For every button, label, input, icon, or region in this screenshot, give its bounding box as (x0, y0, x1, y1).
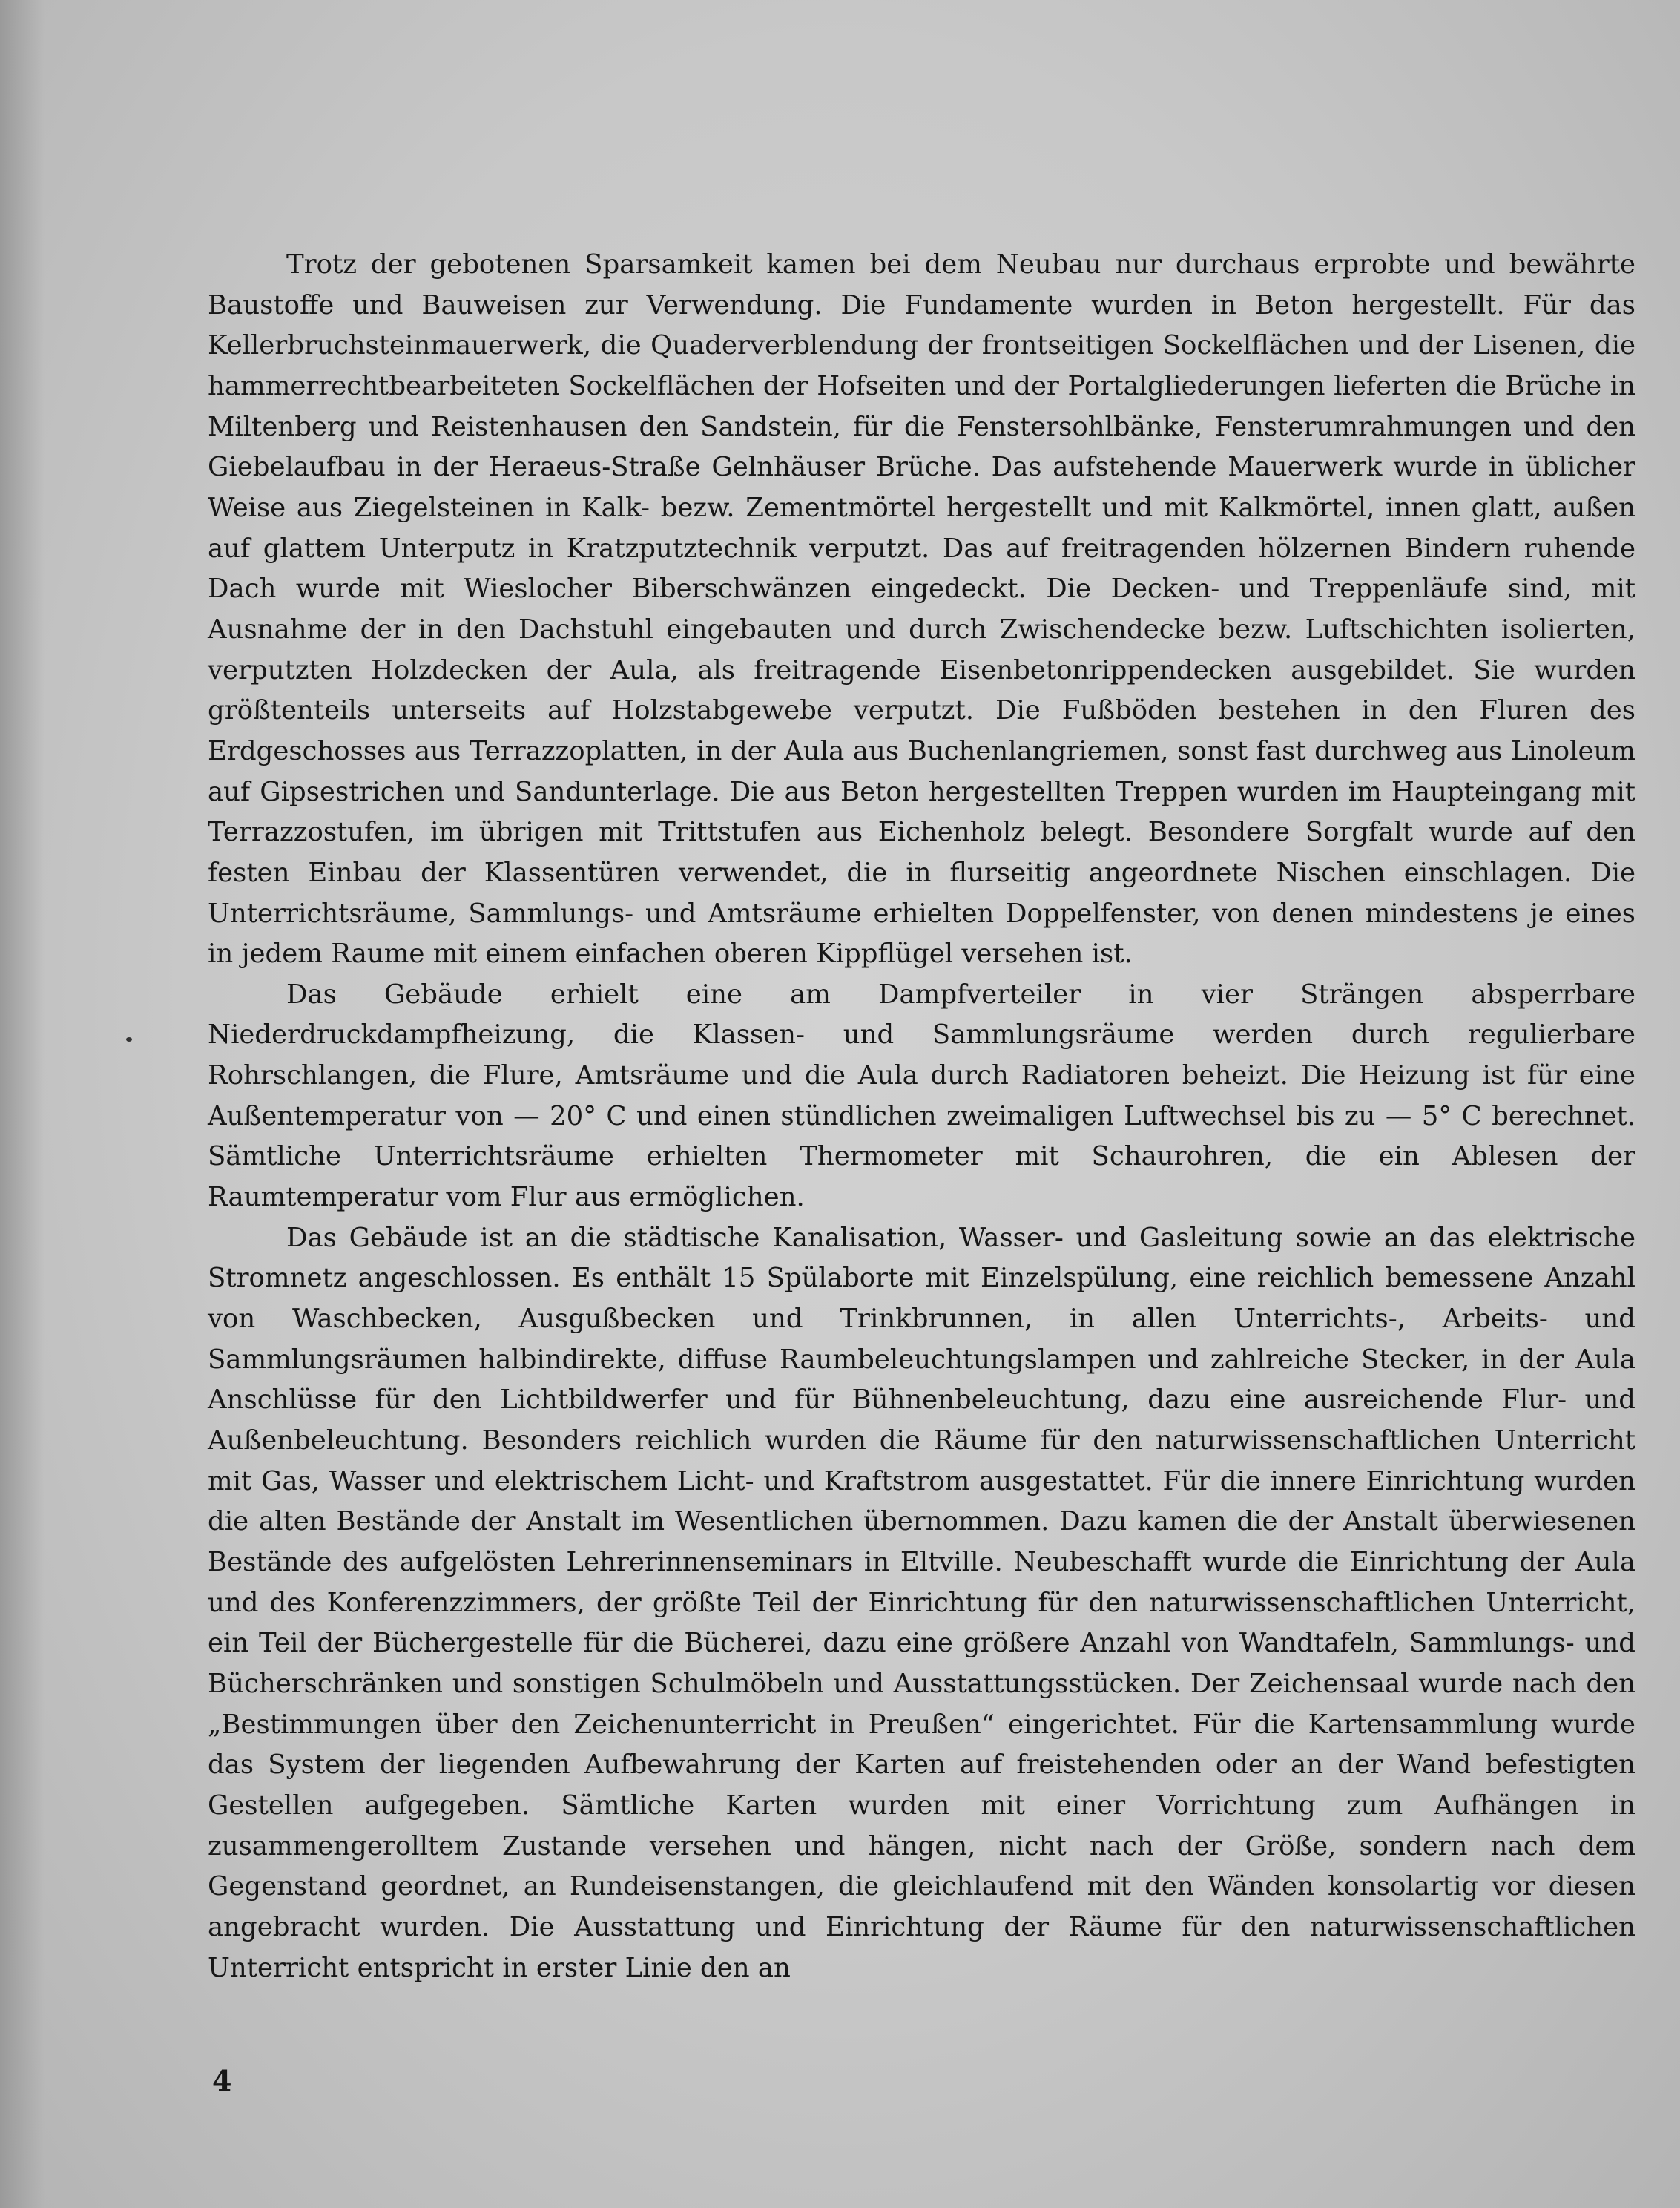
paragraph-building-materials: Trotz der gebotenen Sparsamkeit kamen bei dem Neubau nur durchaus erprobte und bewährte Baustoffe und Bauweisen zur Verwendung. Die Fundamente wurden in Beton hergestellt. Für das Kellerbruchsteinmauerwerk, die Quaderverblendung der frontseitigen Sockelflächen und der Lisenen, die hammerrechtbearbeiteten Sockelflächen der Hofseiten und der Portalgliederungen lieferten die Brüche in Miltenberg und Reistenhausen den Sandstein, für die Fenstersohlbänke, Fensterumrahmungen und den Giebelaufbau in der Heraeus-Straße Gelnhäuser Brüche. Das aufstehende Mauerwerk wurde in üblicher Weise aus Ziegelsteinen in Kalk- bezw. Zementmörtel hergestellt und mit Kalkmörtel, innen glatt, außen auf glattem Unterputz in Kratzputztechnik verputzt. Das auf freitragenden hölzernen Bindern ruhende Dach wurde mit Wieslocher Biberschwänzen eingedeckt. Die Decken- und Treppenläufe sind, mit Ausnahme der in den Dachstuhl eingebauten und durch Zwischendecke bezw. Luftschichten isolierten, verputzten Holzdecken der Aula, als freitragende Eisenbetonrippendecken ausgebildet. Sie wurden größtenteils unterseits auf Holzstabgewebe verputzt. Die Fußböden bestehen in den Fluren des Erdgeschosses aus Terrazzoplatten, in der Aula aus Buchenlangriemen, sonst fast durchweg aus Linoleum auf Gipsestrichen und Sandunterlage. Die aus Beton hergestellten Treppen wurden im Haupteingang mit Terrazzostufen, im übrigen mit Trittstufen aus Eichenholz belegt. Besondere Sorgfalt wurde auf den festen Einbau der Klassentüren verwendet, die in flurseitig angeordnete Nischen einschlagen. Die Unterrichtsräume, Sammlungs- und Amtsräume erhielten Doppelfenster, von denen mindestens je eines in jedem Raume mit einem einfachen oberen Kippflügel versehen ist. (208, 249, 1635, 970)
body-text (208, 245, 1635, 1988)
paragraph-heating: Das Gebäude erhielt eine am Dampfverteiler in vier Strängen absperrbare Niederdruckdampfheizung, die Klassen- und Sammlungsräume werden durch regulierbare Rohrschlangen, die Flure, Amtsräume und die Aula durch Radiatoren beheizt. Die Heizung ist für eine Außentemperatur von — 20° C und einen stündlichen zweimaligen Luftwechsel bis zu — 5° C berechnet. Sämtliche Unterrichtsräume erhielten Thermometer mit Schaurohren, die ein Ablesen der Raumtemperatur vom Flur aus ermöglichen. (208, 979, 1635, 1213)
page-number: 4 (212, 2064, 232, 2097)
paragraph-utilities-furnishing: Das Gebäude ist an die städtische Kanalisation, Wasser- und Gasleitung sowie an das elektrische Stromnetz angeschlossen. Es enthält 15 Spülaborte mit Einzelspülung, eine reichlich bemessene Anzahl von Waschbecken, Ausgußbecken und Trinkbrunnen, in allen Unterrichts-, Arbeits- und Sammlungsräumen halbindirekte, diffuse Raumbeleuchtungslampen und zahlreiche Stecker, in der Aula Anschlüsse für den Lichtbildwerfer und für Bühnenbeleuchtung, dazu eine ausreichende Flur- und Außenbeleuchtung. Besonders reichlich wurden die Räume für den naturwissenschaftlichen Unterricht mit Gas, Wasser und elektrischem Licht- und Kraftstrom ausgestattet. Für die innere Einrichtung wurden die alten Bestände der Anstalt im Wesentlichen übernommen. Dazu kamen die der Anstalt überwiesenen Bestände des aufgelösten Lehrerinnenseminars in Eltville. Neubeschafft wurde die Einrichtung der Aula und des Konferenzzimmers, der größte Teil der Einrichtung für den naturwissenschaftlichen Unterricht, ein Teil der Büchergestelle für die Bücherei, dazu eine größere Anzahl von Wandtafeln, Sammlungs- und Bücherschränken und sonstigen Schulmöbeln und Ausstattungsstücken. Der Zeichensaal wurde nach den „Bestimmungen über den Zeichenunterricht in Preußen“ eingerichtet. Für die Kartensammlung wurde das System der liegenden Aufbewahrung der Karten auf freistehenden oder an der Wand befestigten Gestellen aufgegeben. Sämtliche Karten wurden mit einer Vorrichtung zum Aufhängen in zusammengerolltem Zustande versehen und hängen, nicht nach der Größe, sondern nach dem Gegenstand geordnet, an Rundeisenstangen, die gleichlaufend mit den Wänden konsolartig vor diesen angebracht wurden. Die Ausstattung und Einrichtung der Räume für den naturwissenschaftlichen Unterricht entspricht in erster Linie den an (208, 1222, 1635, 1983)
ink-speck (126, 1037, 132, 1042)
